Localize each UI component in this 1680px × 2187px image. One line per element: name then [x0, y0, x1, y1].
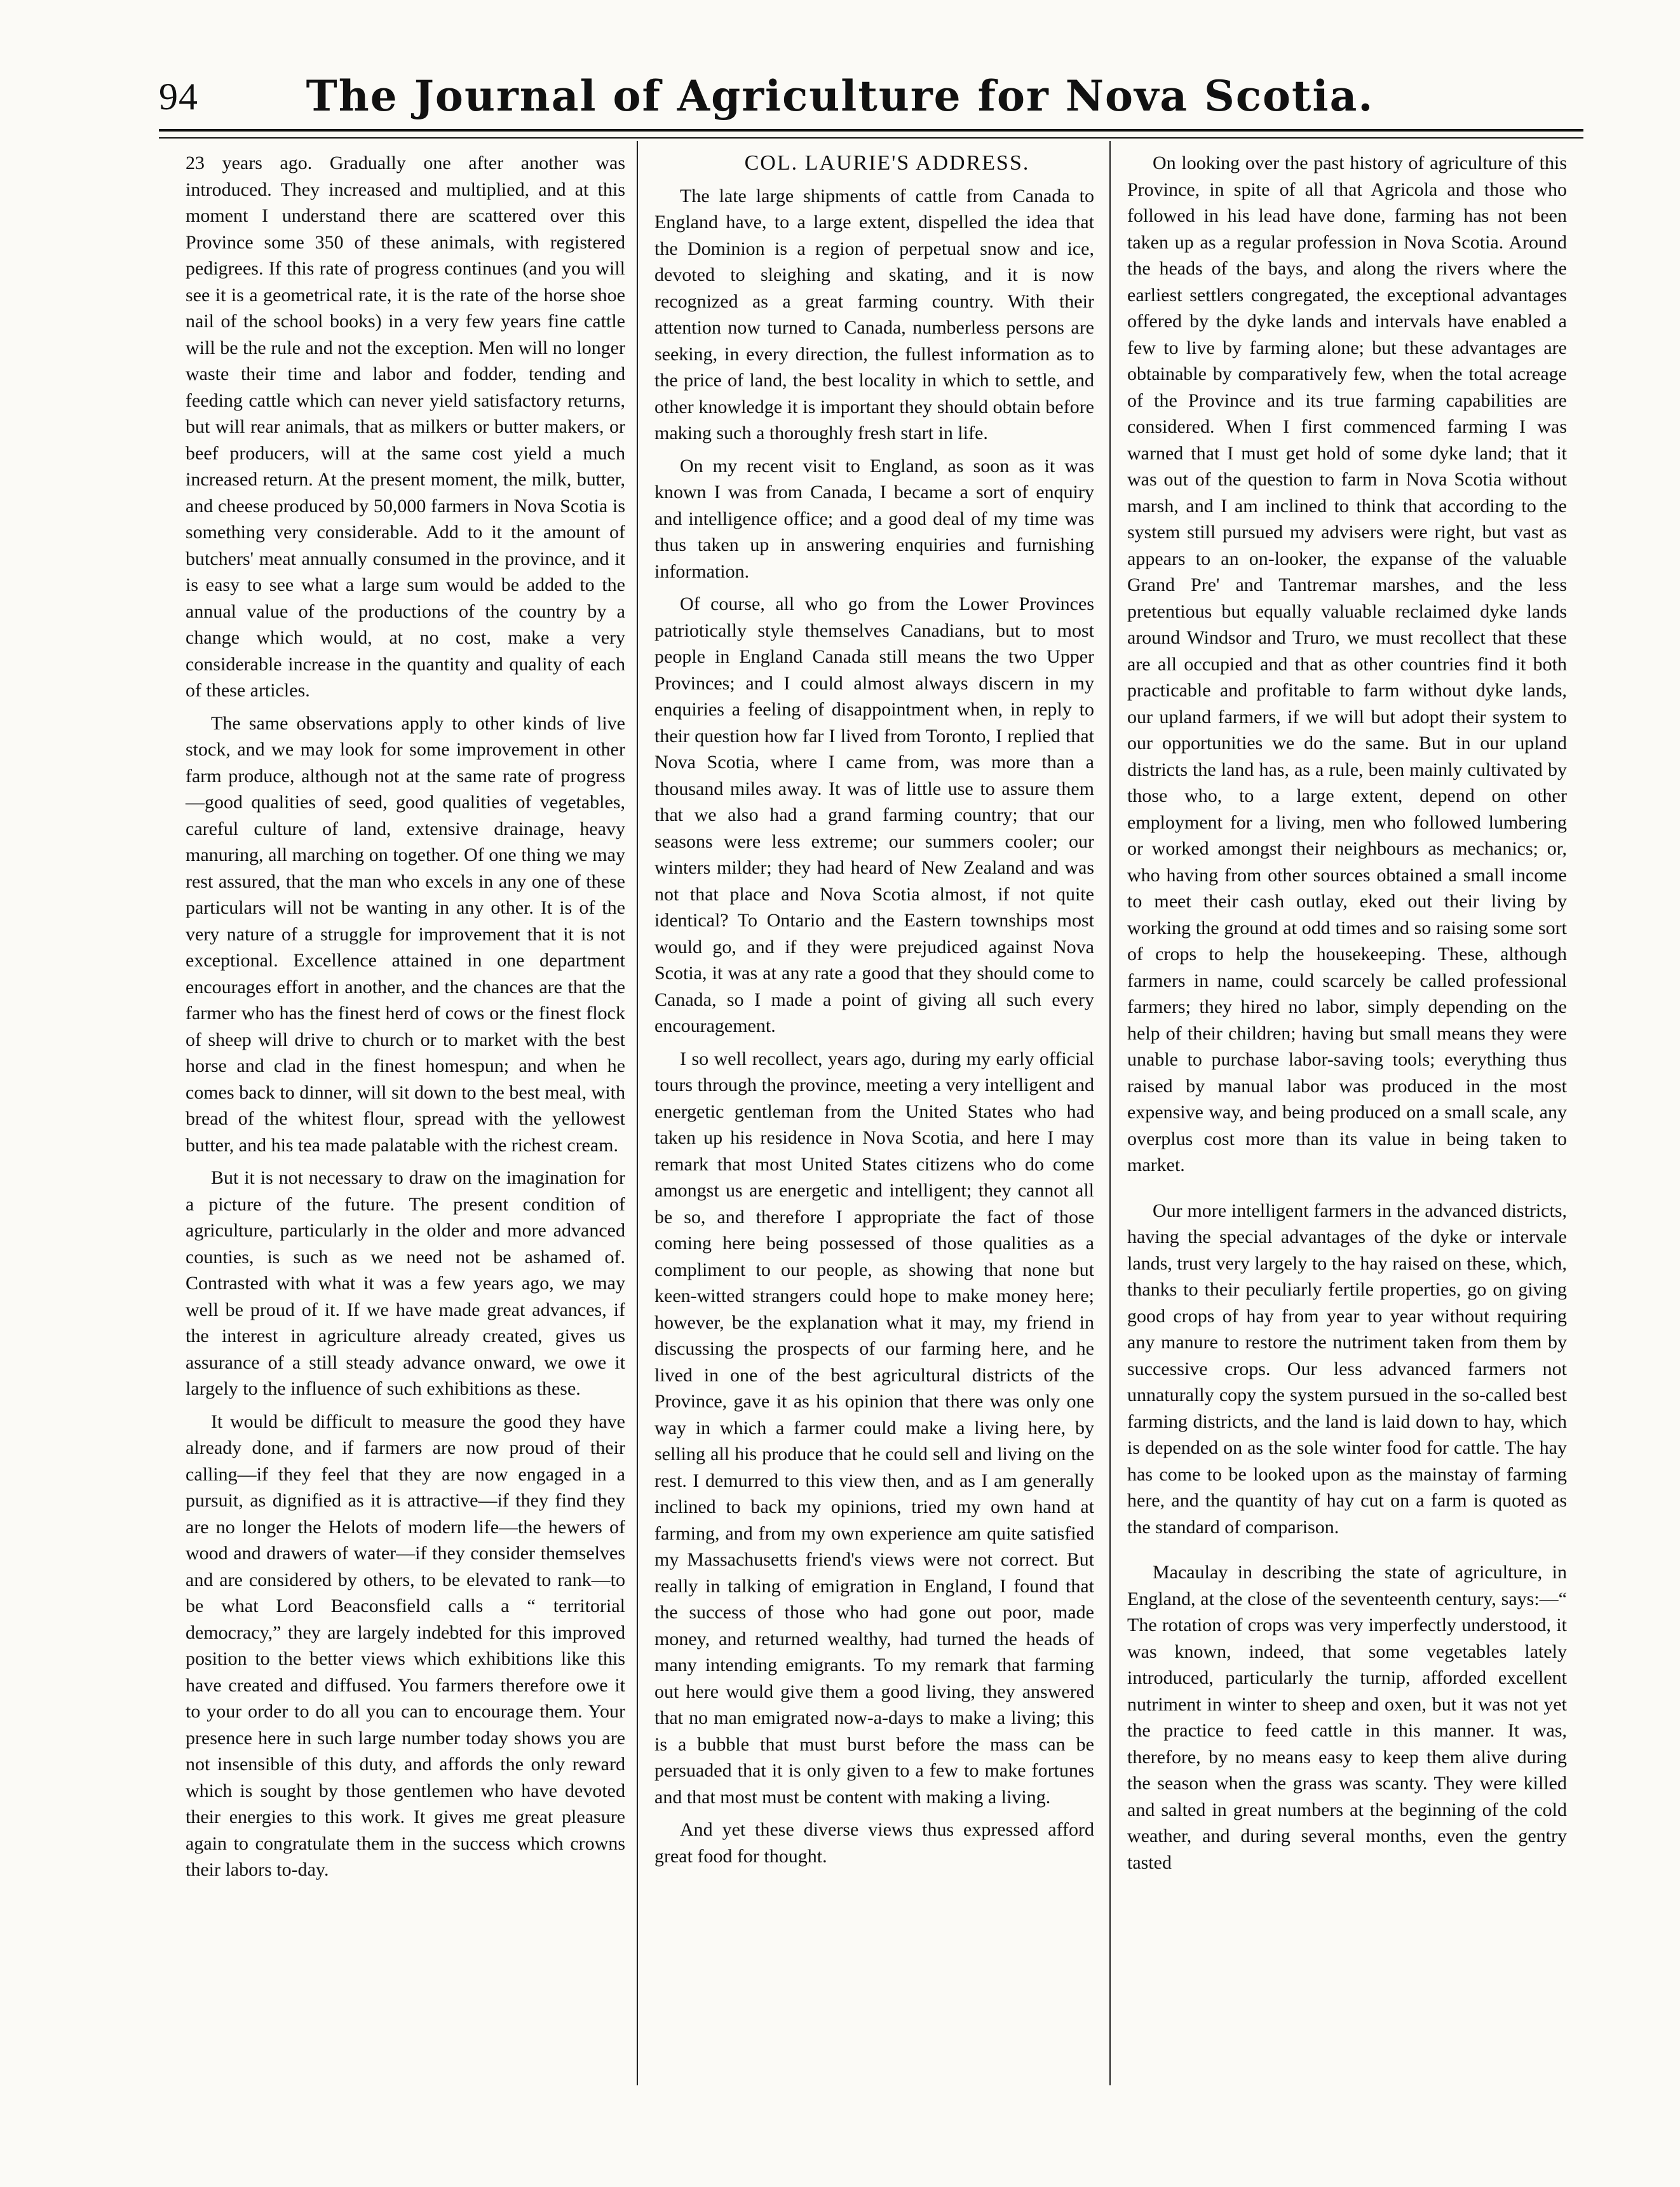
column-one [186, 150, 625, 1890]
header-rule-thin [159, 137, 1583, 139]
paragraph: It would be difficult to measure the good they have already done, and if farmers are now proud of their calling—if they feel that they are now engaged in a pursuit, as dignified as it is attractive—if they find they are no longer the Helots of modern life—the hewers of wood and drawers of water—if they consider themselves and are considered by others, to be elevated to rank—to be what Lord Beaconsfield calls a “ territorial democracy,” they are largely indebted for this improved position to the better views which exhibitions like this have created and diffused. You farmers therefore owe it to your order to do all you can to encourage them. Your presence here in such large number today shows you are not insensible of this duty, and affords the only reward which is sought by those gentlemen who have devoted their energies to this work. It gives me great pleasure again to congratulate them in the success which crowns their labors to-day. [186, 1411, 625, 1880]
header-rule-thick [159, 129, 1583, 132]
paragraph: The same observations apply to other kinds of live stock, and we may look for some improvement in other farm produce, although not at the same rate of progress—good qualities of seed, good qualities of vegetables, careful culture of land, extensive drainage, heavy manuring, all marching on together. Of one thing we may rest assured, that the man who excels in any one of these particulars will not be wanting in any other. It is of the very nature of a struggle for improvement that it is not exceptional. Excellence attained in one department encourages effort in another, and the chances are that the farmer who has the finest herd of cows or the finest flock of sheep will drive to church or to market with the best horse and clad in the finest homespun; and when he comes back to dinner, will sit down to the best meal, with bread of the whitest flour, spread with the yellowest butter, and his tea made palatable with the richest cream. [186, 712, 625, 1156]
paragraph: 23 years ago. Gradually one after another was introduced. They increased and multiplied, and at this moment I understand there are scattered over this Province some 350 of these animals, with registered pedigrees. If this rate of progress continues (and you will see it is a geometrical rate, it is the rate of the horse shoe nail of the school books) in a very few years fine cattle will be the rule and not the exception. Men will no longer waste their time and labor and fodder, tending and feeding cattle which can never yield satisfactory returns, but will rear animals, that as milkers or butter makers, or beef producers, will at the same cost yield a much increased return. At the present moment, the milk, butter, and cheese produced by 50,000 farmers in Nova Scotia is something very considerable. Add to it the amount of butchers' meat annually consumed in the province, and it is easy to see what a large sum would be added to the annual value of the productions of the country by a change which would, at no cost, make a very considerable increase in the quantity and quality of each of these articles. [186, 152, 625, 701]
column-divider-left [637, 141, 638, 2085]
paragraph: Our more intelligent farmers in the advanced districts, having the special advantages of the dyke or intervale lands, trust very largely to the hay raised on these, which, thanks to their peculiarly fertile properties, go on giving good crops of hay from year to year without requiring any manure to restore the nutriment taken from them by successive crops. Our less advanced farmers not unnaturally copy the system pursued in the so-called best farming districts, and the land is laid down to hay, which is depended on as the sole winter food for cattle. The hay has come to be looked upon as the mainstay of farming here, and the quantity of hay cut on a farm is quoted as the standard of comparison. [1127, 1200, 1567, 1538]
paragraph: But it is not necessary to draw on the imagination for a picture of the future. The present condition of agriculture, particularly in the older and more advanced counties, is such as we need not be ashamed of. Contrasted with what it was a few years ago, we may well be proud of it. If we have made great advances, if the interest in agriculture already created, gives us assurance of a still steady advance onward, we owe it largely to the influence of such exhibitions as these. [186, 1167, 625, 1399]
paragraph: On my recent visit to England, as soon as it was known I was from Canada, I became a sort of enquiry and intelligence office; and a good deal of my time was thus taken up in answering enquiries and furnishing information. [654, 455, 1094, 582]
paragraph: I so well recollect, years ago, during my early official tours through the province, meeting a very intelligent and energetic gentleman from the United States who had taken up his residence in Nova Scotia, and here I may remark that most United States citizens who do come amongst us are energetic and intelligent; they cannot all be so, and therefore I appropriate the fact of those coming here being possessed of those qualities as a compliment to our people, as showing that none but keen-witted strangers could hope to make money here; however, be the explanation what it may, my friend in discussing the prospects of our farming here, and he lived in one of the best agricultural districts of the Province, gave it as his opinion that there was only one way in which a farmer could make a living here, by selling all his produce that he could sell and living on the rest. I demurred to this view then, and as I am generally inclined to back my opinions, tried my own hand at farming, and from my own experience am quite satisfied my Massachusetts friend's views were not correct. But really in talking of emigration in England, I found that the success of those who had gone out poor, made money, and returned wealthy, had turned the heads of many intending emigrants. To my remark that farming out here would give them a good living, they answered that no man emigrated now-a-days to make a living; this is a bubble that must burst before the mass can be persuaded that it is only given to a few to make fortunes and that most must be content with making a living. [654, 1048, 1094, 1808]
column-three [1127, 150, 1567, 1882]
paragraph: Of course, all who go from the Lower Provinces patriotically style themselves Canadians, but to most people in England Canada still means the two Upper Provinces; and I could almost always discern in my enquiries a feeling of disappointment when, in reply to their question how far I lived from Toronto, I replied that Nova Scotia, where I came from, was more than a thousand miles away. It was of little use to assure them that we also had a grand farming country; that our seasons were less extreme; our summers cooler; our winters milder; they had heard of New Zealand and was not that place and Nova Scotia almost, if not quite identical? To Ontario and the Eastern townships most would go, and if they were prejudiced against Nova Scotia, it was at any rate a good that they should come to Canada, so I made a point of giving all such every encouragement. [654, 593, 1094, 1036]
column-two [654, 150, 1094, 1876]
paragraph: On looking over the past history of agriculture of this Province, in spite of all that Agricola and those who followed in his lead have done, farming has not been taken up as a regular profession in Nova Scotia. Around the heads of the bays, and along the rivers where the earliest settlers congregated, the exceptional advantages offered by the dyke lands and intervals have enabled a few to live by farming alone; but these advantages are obtainable by comparatively few, when the total acreage of the Province and its true farming capabilities are considered. When I first commenced farming I was warned that I must get hold of some dyke land; that it was out of the question to farm in Nova Scotia without marsh, and I am inclined to think that according to the system still pursued my advisers were right, but vast as appears to an on-looker, the expanse of the valuable Grand Pre' and Tantremar marshes, and the less pretentious but equally valuable reclaimed dyke lands around Windsor and Truro, we must recollect that these are all occupied and that as other countries find it both practicable and profitable to farm without dyke lands, our upland farmers, if we will but adopt their system to our opportunities we do the same. But in our upland districts the land has, as a rule, been mainly cultivated by those who, to a large extent, depend on other employment for a living, men who followed lumbering or worked amongst their neighbours as mechanics; or, who having from other sources obtained a small income to meet their cash outlay, eked out their living by working the ground at odd times and so raising some sort of crops to help the housekeeping. These, although farmers in name, could scarcely be called professional farmers; they hired no labor, simply depending on the help of their children; having but small means they were unable to purchase labor-saving tools; everything thus raised by manual labor was produced in the most expensive way, and being produced on a small scale, any overplus cost more than its value in being taken to market. [1127, 152, 1567, 1175]
paragraph: And yet these diverse views thus expressed afford great food for thought. [654, 1819, 1094, 1867]
paragraph: Macaulay in describing the state of agriculture, in England, at the close of the seventeenth century, says:—“ The rotation of crops was very imperfectly understood, it was known, indeed, that some vegetables lately introduced, particularly the turnip, afforded excellent nutriment in winter to sheep and oxen, but it was not yet the practice to feed cattle in this manner. It was, therefore, by no means easy to keep them alive during the season when the grass was scanty. They were killed and salted in great numbers at the beginning of the cold weather, and during several months, even the gentry tasted [1127, 1562, 1567, 1873]
page-number: 94 [159, 76, 198, 118]
column-divider-right [1109, 141, 1111, 2085]
article-heading: COL. LAURIE'S ADDRESS. [744, 151, 1030, 175]
journal-title: The Journal of Agriculture for Nova Scotia. [306, 71, 1374, 121]
paragraph: The late large shipments of cattle from Canada to England have, to a large extent, dispelled the idea that the Dominion is a region of perpetual snow and ice, devoted to sleighing and skating, and it is now recognized as a great farming country. With their attention now turned to Canada, numberless persons are seeking, in every direction, the fullest information as to the price of land, the best locality in which to settle, and other knowledge it is important they should obtain before making such a thoroughly fresh start in life. [654, 185, 1094, 443]
